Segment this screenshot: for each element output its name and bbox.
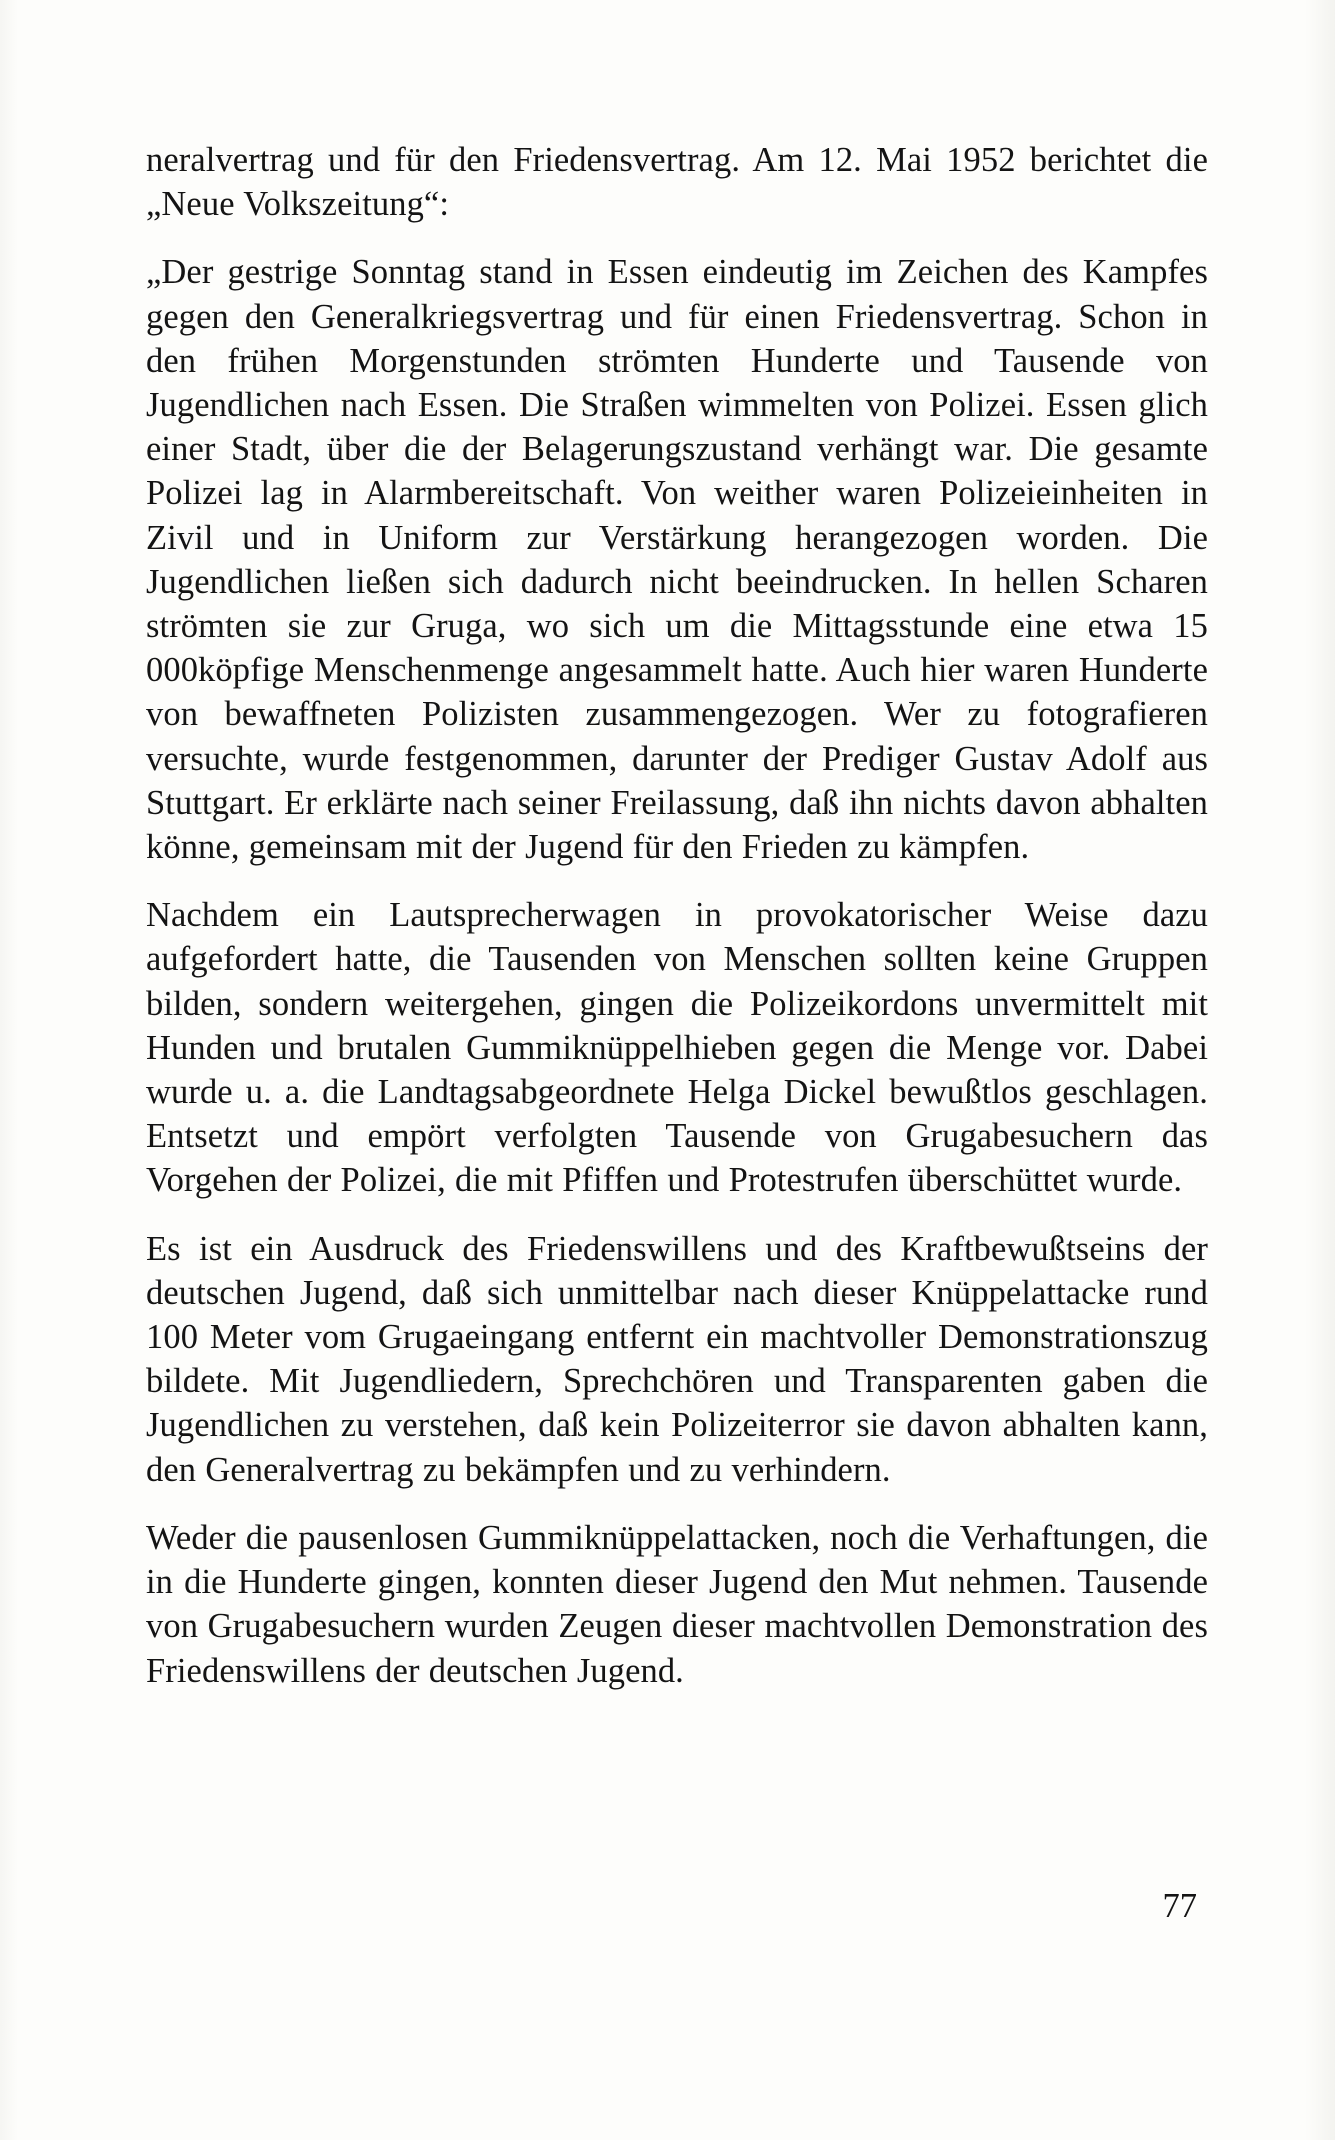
body-text [146, 138, 1208, 1693]
paragraph-intro: neralvertrag und für den Friedensvertrag. Am 12. Mai 1952 berichtet die „Neue Volkszeitung“: [146, 141, 1208, 224]
page-number: 77 [1162, 1887, 1197, 1925]
paragraph-gap [146, 226, 1208, 250]
paragraph-quote-essen: „Der gestrige Sonntag stand in Essen eindeutig im Zeichen des Kampfes gegen den Generalkriegsvertrag und für einen Friedensvertrag. Schon in den frühen Morgenstunden strömten Hunderte und Tausende von Jugendlichen nach Essen. Die Straßen wimmelten von Polizei. Essen glich einer Stadt, über die der Belagerungszustand verhängt war. Die gesamte Polizei lag in Alarmbereitschaft. Von weither waren Polizeieinheiten in Zivil und in Uniform zur Verstärkung herangezogen worden. Die Jugendlichen ließen sich dadurch nicht beeindrucken. In hellen Scharen strömten sie zur Gruga, wo sich um die Mittagsstunde eine etwa 15 000köpfige Menschenmenge angesammelt hatte. Auch hier waren Hunderte von bewaffneten Polizisten zusammengezogen. Wer zu fotografieren versuchte, wurde festgenommen, darunter der Prediger Gustav Adolf aus Stuttgart. Er erklärte nach seiner Freilassung, daß ihn nichts davon abhalten könne, gemeinsam mit der Jugend für den Frieden zu kämpfen. [146, 253, 1208, 867]
paragraph-conclusion: Weder die pausenlosen Gummiknüppelattacken, noch die Verhaftungen, die in die Hunderte gingen, konnten dieser Jugend den Mut nehmen. Tausende von Grugabesuchern wurden Zeugen dieser machtvollen Demonstration des Friedenswillens der deutschen Jugend. [146, 1518, 1208, 1690]
paragraph-gap [146, 1203, 1208, 1227]
paragraph-gap [146, 869, 1208, 893]
paragraph-police-attack: Nachdem ein Lautsprecherwagen in provokatorischer Weise dazu aufgefordert hatte, die Tausenden von Menschen sollten keine Gruppen bilden, sondern weitergehen, gingen die Polizeikordons unvermittelt mit Hunden und brutalen Gummiknüppelhieben gegen die Menge vor. Dabei wurde u. a. die Landtagsabgeordnete Helga Dickel bewußtlos geschlagen. Entsetzt und empört verfolgten Tausende von Grugabesuchern das Vorgehen der Polizei, die mit Pfiffen und Protestrufen überschüttet wurde. [146, 896, 1208, 1200]
paragraph-demonstration: Es ist ein Ausdruck des Friedenswillens und des Kraftbewußtseins der deutschen Jugend, daß sich unmittelbar nach dieser Knüppelattacke rund 100 Meter vom Grugaeingang entfernt ein machtvoller Demonstrationszug bildete. Mit Jugendliedern, Sprechchören und Transparenten gaben die Jugendlichen zu verstehen, daß kein Polizeiterror sie davon abhalten kann, den Generalvertrag zu bekämpfen und zu verhindern. [146, 1229, 1208, 1489]
paragraph-gap [146, 1492, 1208, 1516]
